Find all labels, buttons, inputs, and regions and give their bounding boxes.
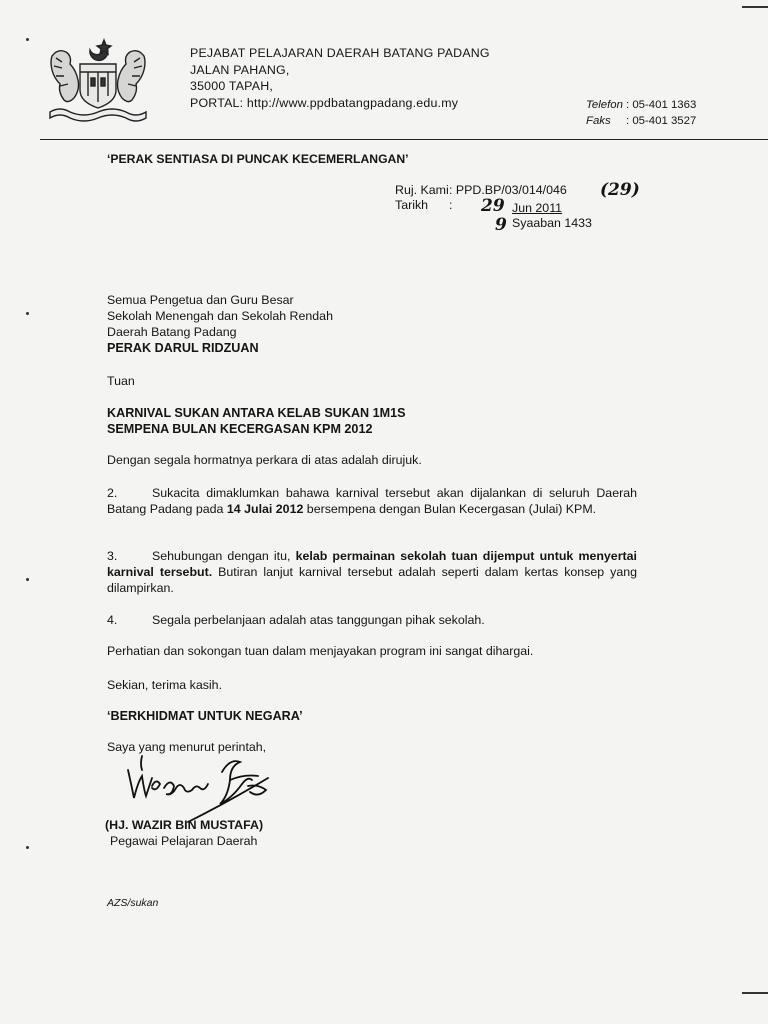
recipient-line: Semua Pengetua dan Guru Besar [107, 293, 294, 307]
malaysia-coat-of-arms-icon [42, 36, 154, 124]
signer-name: (HJ. WAZIR BIN MUSTAFA) [105, 818, 264, 832]
date-month-year: Jun 2011 [512, 201, 563, 215]
closing-line: Saya yang menurut perintah, [107, 740, 267, 754]
subject-heading [107, 405, 406, 437]
scan-speck [26, 578, 29, 581]
letterhead-line: 35000 TAPAH, [190, 79, 273, 93]
motto-top: ‘PERAK SENTIASA DI PUNCAK KECEMERLANGAN’ [107, 152, 409, 166]
telefon-value: : 05-401 1363 [626, 99, 697, 111]
motto-bottom: ‘BERKHIDMAT UNTUK NEGARA’ [107, 709, 303, 723]
scan-speck [26, 38, 29, 41]
event-date: 14 Julai 2012 [226, 502, 304, 516]
ruj-value: : PPD.BP/03/014/046 [449, 183, 567, 197]
paragraph-5: Perhatian dan sokongan tuan dalam menjayakan program ini sangat dihargai. [107, 644, 534, 658]
letterhead-contact [586, 97, 696, 129]
paragraph-1: Dengan segala hormatnya perkara di atas adalah dirujuk. [107, 453, 422, 467]
letterhead-line: PEJABAT PELAJARAN DAERAH BATANG PADANG [190, 46, 490, 60]
handwritten-ref-number: (29) [600, 180, 640, 200]
telefon-label: Telefon [586, 99, 623, 111]
recipient-line: Sekolah Menengah dan Sekolah Rendah [107, 309, 333, 323]
hijri-month-year: Syaaban 1433 [512, 216, 592, 230]
handwritten-hijri-day: 9 [495, 215, 507, 235]
paragraph-text: Segala perbelanjaan adalah atas tanggungan pihak sekolah. [152, 613, 485, 627]
letterhead-portal: PORTAL: http://www.ppdbatangpadang.edu.my [190, 95, 459, 110]
paragraph-number: 3. [107, 549, 118, 563]
header-divider [40, 139, 768, 140]
paragraph-3 [107, 548, 637, 596]
tarikh-colon: : [449, 198, 453, 212]
scan-edge-mark [742, 992, 768, 994]
paragraph-number: 2. [107, 486, 118, 500]
scan-edge-mark [742, 6, 768, 8]
letterhead-line: JALAN PAHANG, [190, 62, 290, 77]
salutation: Tuan [107, 374, 135, 388]
subject-line: SEMPENA BULAN KECERGASAN KPM 2012 [107, 422, 373, 436]
scan-speck [26, 846, 29, 849]
faks-label: Faks [586, 115, 611, 127]
letterhead-address [190, 45, 490, 111]
paragraph-6: Sekian, terima kasih. [107, 678, 223, 692]
paragraph-2 [107, 485, 637, 517]
paragraph-text: Sukacita dimaklumkan bahawa karnival tersebut akan dijalankan di seluruh Daerah Batang Padang pada [107, 486, 637, 516]
paragraph-text: bersempena dengan Bulan Kecergasan (Julai) KPM. [303, 502, 597, 516]
recipient-line: Daerah Batang Padang [107, 325, 237, 339]
subject-line: KARNIVAL SUKAN ANTARA KELAB SUKAN 1M1S [107, 406, 406, 420]
reference-initials: AZS/sukan [107, 897, 159, 909]
handwritten-day: 29 [481, 196, 505, 216]
invitation-text: kelab permainan sekolah tuan dijemput untuk menyertai karnival tersebut. [107, 549, 637, 579]
paragraph-4 [107, 612, 637, 628]
paragraph-text: Butiran lanjut karnival tersebut adalah seperti dalam kertas konsep yang dilampirkan. [107, 565, 637, 595]
paragraph-text: Sehubungan dengan itu, [152, 549, 296, 563]
scan-speck [26, 312, 29, 315]
recipient-state: PERAK DARUL RIDZUAN [107, 341, 259, 355]
recipient-block [107, 292, 333, 356]
faks-value: : 05-401 3527 [626, 115, 697, 127]
coat-of-arms-crest [42, 36, 154, 124]
ruj-label: Ruj. Kami [395, 183, 449, 197]
tarikh-label: Tarikh [395, 198, 429, 212]
paragraph-number: 4. [107, 613, 118, 627]
signer-title: Pegawai Pelajaran Daerah [110, 834, 258, 848]
